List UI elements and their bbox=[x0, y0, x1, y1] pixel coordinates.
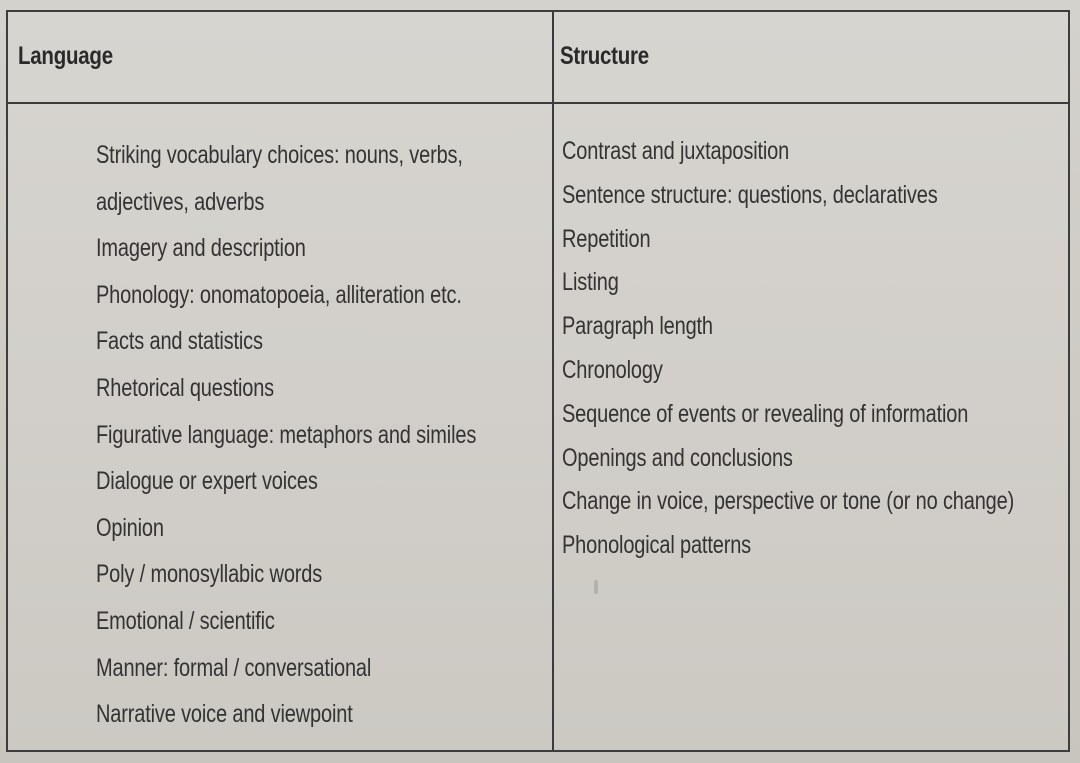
language-item: Striking vocabulary choices: nouns, verbs, bbox=[96, 141, 463, 169]
structure-item: Change in voice, perspective or tone (or no change) bbox=[562, 487, 1015, 516]
language-item: Narrative voice and viewpoint bbox=[96, 700, 353, 729]
language-item: adjectives, adverbs bbox=[96, 187, 265, 216]
structure-item: Paragraph length bbox=[562, 312, 713, 341]
header-divider bbox=[8, 102, 1068, 104]
language-item: Imagery and description bbox=[96, 234, 306, 263]
language-item: Facts and statistics bbox=[96, 327, 263, 356]
structure-item: Repetition bbox=[562, 224, 651, 253]
language-item: Rhetorical questions bbox=[96, 373, 275, 402]
language-item: Figurative language: metaphors and similes bbox=[96, 420, 477, 449]
paper-smudge bbox=[594, 580, 598, 594]
language-item: Opinion bbox=[96, 513, 164, 542]
language-list bbox=[96, 132, 571, 738]
structure-item: Openings and conclusions bbox=[562, 443, 793, 472]
structure-item: Sequence of events or revealing of information bbox=[562, 399, 969, 428]
structure-item: Chronology bbox=[562, 355, 663, 384]
structure-item: Sentence structure: questions, declaratives bbox=[562, 180, 938, 209]
structure-column-heading: Structure bbox=[560, 42, 649, 70]
structure-item: Phonological patterns bbox=[562, 531, 751, 560]
structure-item: Contrast and juxtaposition bbox=[562, 137, 790, 165]
language-structure-table bbox=[6, 10, 1070, 752]
language-item: Manner: formal / conversational bbox=[96, 653, 372, 682]
structure-item: Listing bbox=[562, 268, 619, 297]
language-column-heading: Language bbox=[18, 42, 113, 70]
language-item: Emotional / scientific bbox=[96, 606, 275, 635]
language-item: Phonology: onomatopoeia, alliteration etc. bbox=[96, 280, 462, 309]
structure-list bbox=[562, 130, 1080, 568]
language-item: Poly / monosyllabic words bbox=[96, 560, 323, 589]
language-item: Dialogue or expert voices bbox=[96, 467, 318, 496]
